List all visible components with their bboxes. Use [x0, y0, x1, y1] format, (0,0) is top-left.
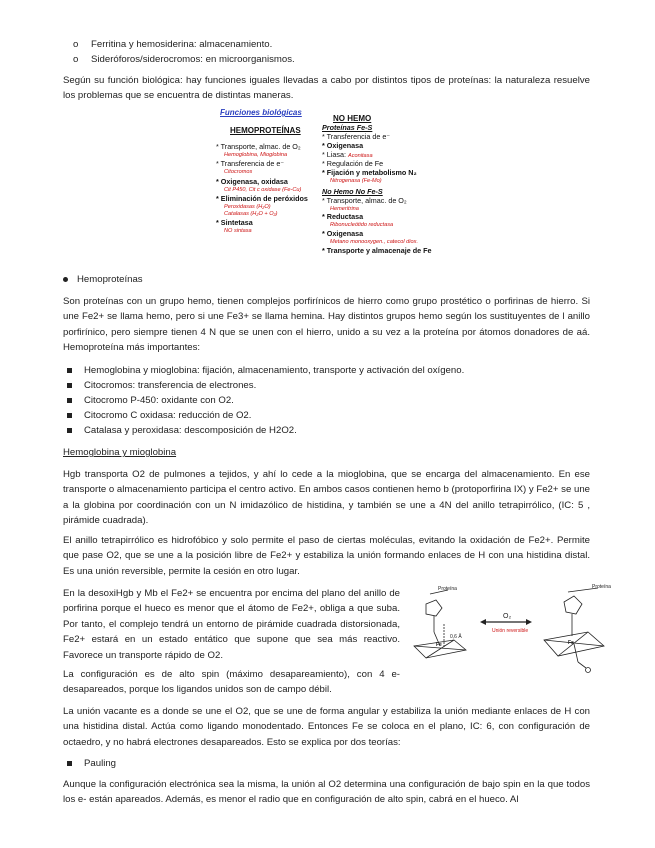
figure-item: * Reductasa	[322, 212, 364, 221]
no-hemo-header: NO HEMO	[333, 114, 372, 123]
figure-note: Hemeritrina	[330, 206, 359, 212]
figure-title: Funciones biológicas	[220, 108, 302, 117]
functions-figure	[212, 109, 442, 261]
iron-label: Fe	[568, 640, 574, 646]
bullet-square	[67, 398, 72, 403]
list-item: Citocromo P-450: oxidante con O2.	[84, 395, 234, 406]
section-heading: Hemoglobina y mioglobina	[63, 447, 177, 458]
figure-item: * Transporte, almac. de O₂	[216, 142, 301, 151]
list-item: Pauling	[84, 758, 117, 769]
bullet-square	[67, 761, 72, 766]
list-item-text: Ferritina y hemosiderina: almacenamiento.	[91, 39, 273, 50]
figure-note: Hemoglobina, Mioglobina	[224, 152, 288, 158]
paragraph: La unión vacante es a donde se une el O2, que se une de forma angular y estabiliza la unión mediante enlaces de H con una histidina distal. Actúa como ligando monodentado. Entonces Fe se coloca en el plano, IC: 6, con configuración de octaedro, y no habrá electrones desapareados. Esto se explica por dos teorías:	[63, 706, 590, 748]
iron-label: Fe	[436, 642, 442, 648]
arrow-sublabel: Unión reversible	[492, 628, 529, 634]
figure-note: NO sintasa	[224, 228, 252, 234]
figure-note: Cit P450, Cit c oxidase (Fe-Cu)	[224, 187, 302, 193]
list-item: Citocromos: transferencia de electrones.	[84, 380, 257, 391]
heme-figure	[408, 584, 618, 690]
protein-label: Proteína	[592, 584, 611, 590]
distance-label: 0,6 Å	[450, 634, 462, 640]
paragraph: El anillo tetrapirrólico es hidrofóbico y solo permite el paso de ciertas moléculas, evitando la oxidación de Fe2+. Permite que pase O2, que se une a la posición libre de Fe2+ y estabiliza la unión formando enlaces de H con una histidina distal. Es una unión reversible, permite la cesión en otro lugar.	[63, 535, 590, 577]
figure-note: Peroxidasas (H₂O)	[224, 204, 271, 210]
intro-paragraph: Según su función biológica: hay funciones iguales llevadas a cabo por distintos tipos de proteínas: la naturaleza resuelve los problemas que se encuentra de distintas maneras.	[63, 75, 590, 102]
bullet-square	[67, 428, 72, 433]
list-item: Citocromo C oxidasa: reducción de O2.	[84, 410, 252, 421]
figure-item: * Oxigenasa	[322, 141, 364, 150]
hemo-heading: Hemoproteínas	[77, 274, 143, 285]
list-bullet: o	[73, 39, 79, 50]
no-fes-subheader: No Hemo No Fe-S	[322, 187, 383, 196]
figure-note: Catalasas (H₂O + O₂)	[224, 211, 278, 217]
list-item: Hemoglobina y mioglobina: fijación, almacenamiento, transporte y activación del oxígeno.	[84, 365, 465, 376]
list-item: Catalasa y peroxidasa: descomposición de H2O2.	[84, 425, 297, 436]
hemo-paragraph: Son proteínas con un grupo hemo, tienen complejos porfirínicos de hierro como grupo prostético o porfirinas de hierro. Si une Fe2+ se llama hemo, pero si une Fe3+ se llama hemina. Hay distintos grupos hemo según los sustituyentes de l anillo porfirínico, pero siempre tienen 4 N que se unen con el hierro, unido a su vez a la proteína por átomos donadores de aá. Hemoproteína más importantes:	[63, 296, 590, 354]
figure-item: * Regulación de Fe	[322, 159, 384, 168]
fes-subheader: Proteínas Fe-S	[322, 123, 373, 132]
figure-item: * Eliminación de peróxidos	[216, 194, 308, 203]
figure-item: * Transporte, almac. de O₂	[322, 196, 407, 205]
bullet-dot	[63, 277, 68, 282]
figure-item: * Transferencia de e⁻	[322, 132, 391, 141]
figure-note: Metano monooxygen., catecol diox.	[330, 239, 418, 245]
figure-item: * Transporte y almacenaje de Fe	[322, 246, 432, 255]
paragraph: Aunque la configuración electrónica sea la misma, la unión al O2 determina una configuración de bajo spin en la que todos los e- están apareados. Además, es menor el radio que en configuración de alto spin, cabrá en el hueco. Al	[63, 779, 590, 806]
paragraph: La configuración es de alto spin (máximo desapareamiento), con 4 e-desapareados, porque los ligandos unidos son de campo débil.	[63, 669, 400, 696]
oxy-heme	[544, 588, 604, 673]
paragraph: En la desoxiHgb y Mb el Fe2+ se encuentra por encima del plano del anillo de porfirina porque el hueco es menor que el átomo de Fe2+, obliga a que suba. Por tanto, el complejo tendrá un entorno de pirámide cuadrada distorsionada, Fe2+ estará en un estado entático que supone que sea más reactivo. Favorece un transporte rápido de O2.	[63, 588, 400, 661]
bullet-square	[67, 413, 72, 418]
figure-note: Ribonucleótido reductasa	[330, 222, 394, 228]
figure-item: * Oxigenasa	[322, 229, 364, 238]
figure-item: * Oxigenasa, oxidasa	[216, 177, 288, 186]
figure-item: * Sintetasa	[216, 218, 253, 227]
bullet-square	[67, 383, 72, 388]
figure-item: * Fijación y metabolismo N₂	[322, 168, 417, 177]
list-item-text: Sideróforos/siderocromos: en microorganismos.	[91, 54, 295, 65]
figure-note: Nitrogenasa (Fe-Mo)	[330, 178, 382, 184]
protein-label: Proteína	[438, 586, 457, 592]
paragraph: Hgb transporta O2 de pulmones a tejidos, y ahí lo cede a la mioglobina, que se encarga del almacenamiento. En ese transporte o almacenamiento participa el centro activo. En ambos casos contienen hemo b (protoporfirina IX) y Fe2+ se une a la globina por coordinación con un N imidazólico de histidina, y también se une a 4N del anillo tetrapirrólico, (IC: 5 , pirámide cuadrada).	[63, 469, 590, 527]
hemo-header: HEMOPROTEÍNAS	[230, 126, 301, 135]
arrow-label: O₂	[503, 613, 512, 620]
figure-item: * Transferencia de e⁻	[216, 159, 285, 168]
heme-diagram	[408, 584, 618, 690]
figure-note: Citocromos	[224, 169, 253, 175]
figure-item: * Liasa: Aconitasa	[322, 150, 373, 159]
list-bullet: o	[73, 54, 79, 65]
bullet-square	[67, 368, 72, 373]
